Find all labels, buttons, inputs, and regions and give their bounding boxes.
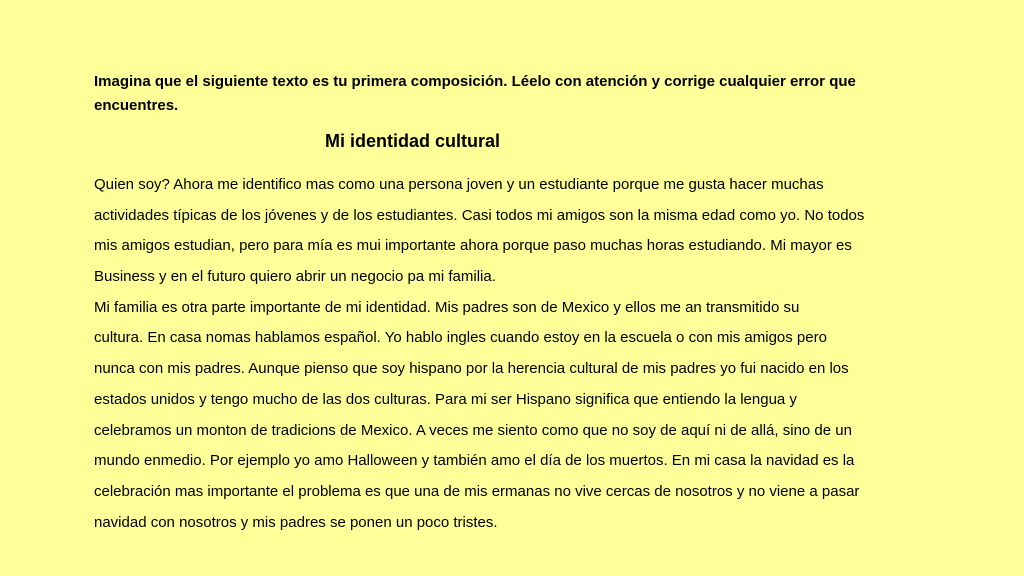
essay-line: estados unidos y tengo mucho de las dos culturas. Para mi ser Hispano significa que entiendo la lengua y bbox=[94, 390, 797, 408]
essay-line: actividades típicas de los jóvenes y de los estudiantes. Casi todos mi amigos son la misma edad como yo. No todos bbox=[94, 206, 865, 224]
essay-title: Mi identidad cultural bbox=[325, 131, 501, 151]
essay-line: Mi familia es otra parte importante de mi identidad. Mis padres son de Mexico y ellos me an transmitido su bbox=[94, 298, 800, 316]
essay-line: celebración mas importante el problema es que una de mis ermanas no vive cercas de nosotros y no viene a pasar bbox=[94, 482, 860, 500]
essay-line: mis amigos estudian, pero para mía es mui importante ahora porque paso muchas horas estudiando. Mi mayor es bbox=[94, 237, 852, 255]
essay-line: navidad con nosotros y mis padres se ponen un poco tristes. bbox=[94, 513, 498, 531]
essay-line: cultura. En casa nomas hablamos español. Yo hablo ingles cuando estoy en la escuela o con mis amigos pero bbox=[94, 329, 827, 347]
essay-line: Quien soy? Ahora me identifico mas como una persona joven y un estudiante porque me gusta hacer muchas bbox=[94, 176, 824, 193]
instructions-text: Imagina que el siguiente texto es tu primera composición. Léelo con atención y corrige cualquier error que encuentres. bbox=[94, 73, 856, 114]
essay-body bbox=[94, 170, 894, 538]
essay-line: celebramos un monton de tradicions de Mexico. A veces me siento como que no soy de aquí ni de allá, sino de un bbox=[94, 421, 852, 439]
essay-line: mundo enmedio. Por ejemplo yo amo Halloween y también amo el día de los muertos. En mi casa la navidad es la bbox=[94, 452, 855, 470]
essay-line: Business y en el futuro quiero abrir un negocio pa mi familia. bbox=[94, 268, 496, 286]
essay-line: nunca con mis padres. Aunque pienso que soy hispano por la herencia cultural de mis padres yo fui nacido en los bbox=[94, 360, 849, 378]
